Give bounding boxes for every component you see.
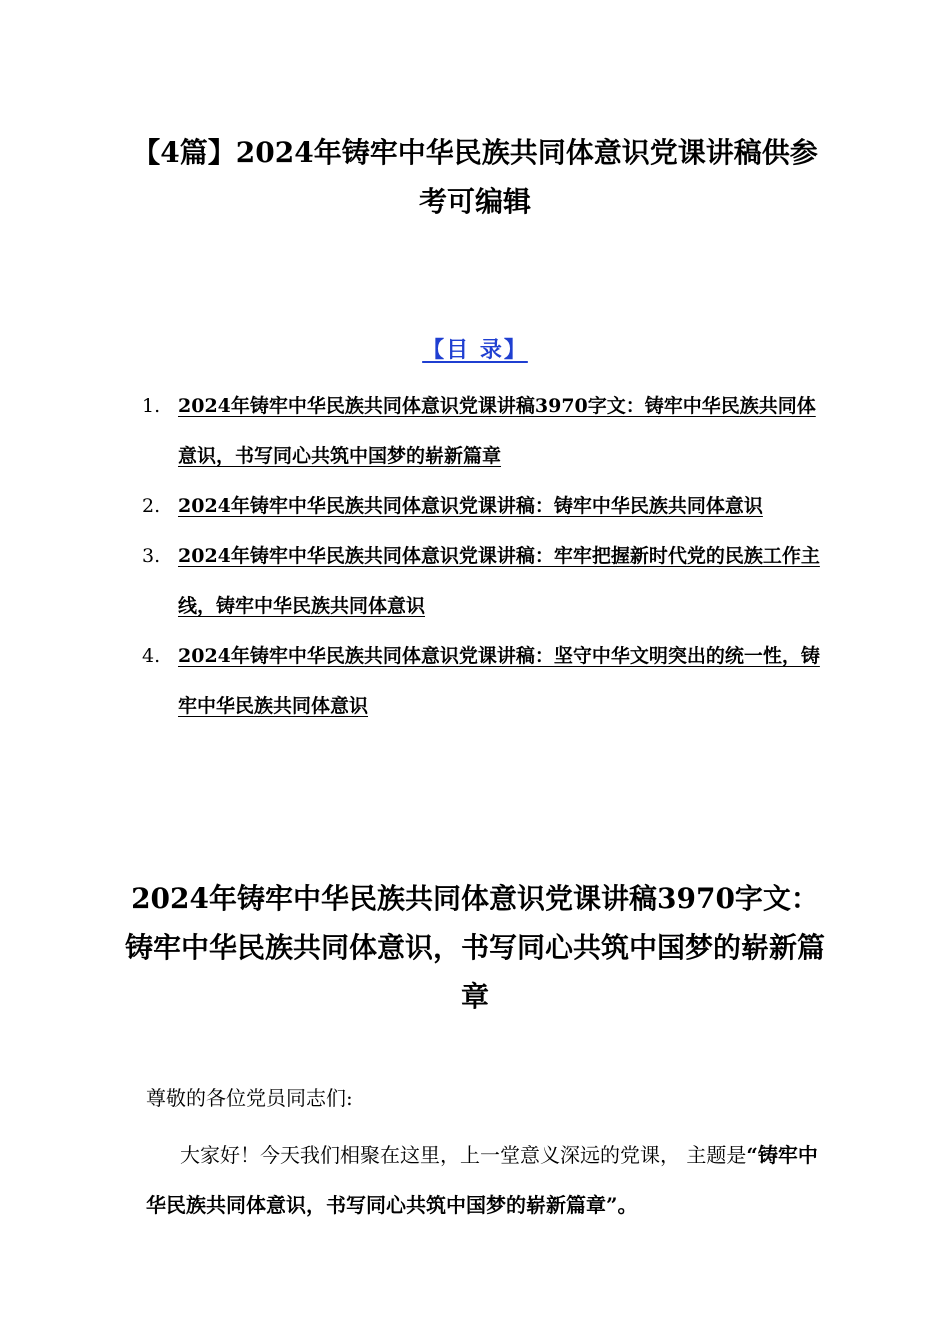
toc-heading-text[interactable]: 【目 录】: [422, 337, 528, 363]
toc-item: [142, 481, 822, 531]
body-paragraph: [146, 1130, 818, 1230]
table-of-contents: [142, 381, 822, 731]
paragraph-theme: “铸牢中华民族共同体意识，书写同心共筑中国梦的崭新篇章”。: [146, 1143, 818, 1217]
paragraph-intro: 大家好！今天我们相聚在这里，上一堂意义深远的党课， 主题是: [180, 1143, 747, 1167]
toc-link-3[interactable]: 2024年铸牢中华民族共同体意识党课讲稿：牢牢把握新时代党的民族工作主线，铸牢中华民族共同体意识: [178, 545, 820, 617]
section-title: 2024年铸牢中华民族共同体意识党课讲稿3970字文：铸牢中华民族共同体意识，书写同心共筑中国梦的崭新篇章: [124, 882, 825, 1013]
toc-item: [142, 531, 822, 631]
toc-link-2[interactable]: 2024年铸牢中华民族共同体意识党课讲稿：铸牢中华民族共同体意识: [178, 495, 763, 517]
toc-heading[interactable]: [0, 332, 950, 368]
toc-link-4[interactable]: 2024年铸牢中华民族共同体意识党课讲稿：坚守中华文明突出的统一性，铸牢中华民族共同体意识: [178, 645, 820, 717]
document-title: 【4篇】2024年铸牢中华民族共同体意识党课讲稿供参考可编辑: [132, 136, 818, 218]
toc-item-number: 2.: [142, 495, 161, 517]
toc-link-1[interactable]: 2024年铸牢中华民族共同体意识党课讲稿3970字文：铸牢中华民族共同体意识，书写同心共筑中国梦的崭新篇章: [178, 395, 816, 467]
toc-item: [142, 381, 822, 481]
toc-item-number: 3.: [142, 545, 161, 567]
toc-item: [142, 631, 822, 731]
toc-item-number: 1.: [142, 395, 161, 417]
salutation: 尊敬的各位党员同志们:: [146, 1086, 353, 1110]
toc-item-number: 4.: [142, 645, 161, 667]
